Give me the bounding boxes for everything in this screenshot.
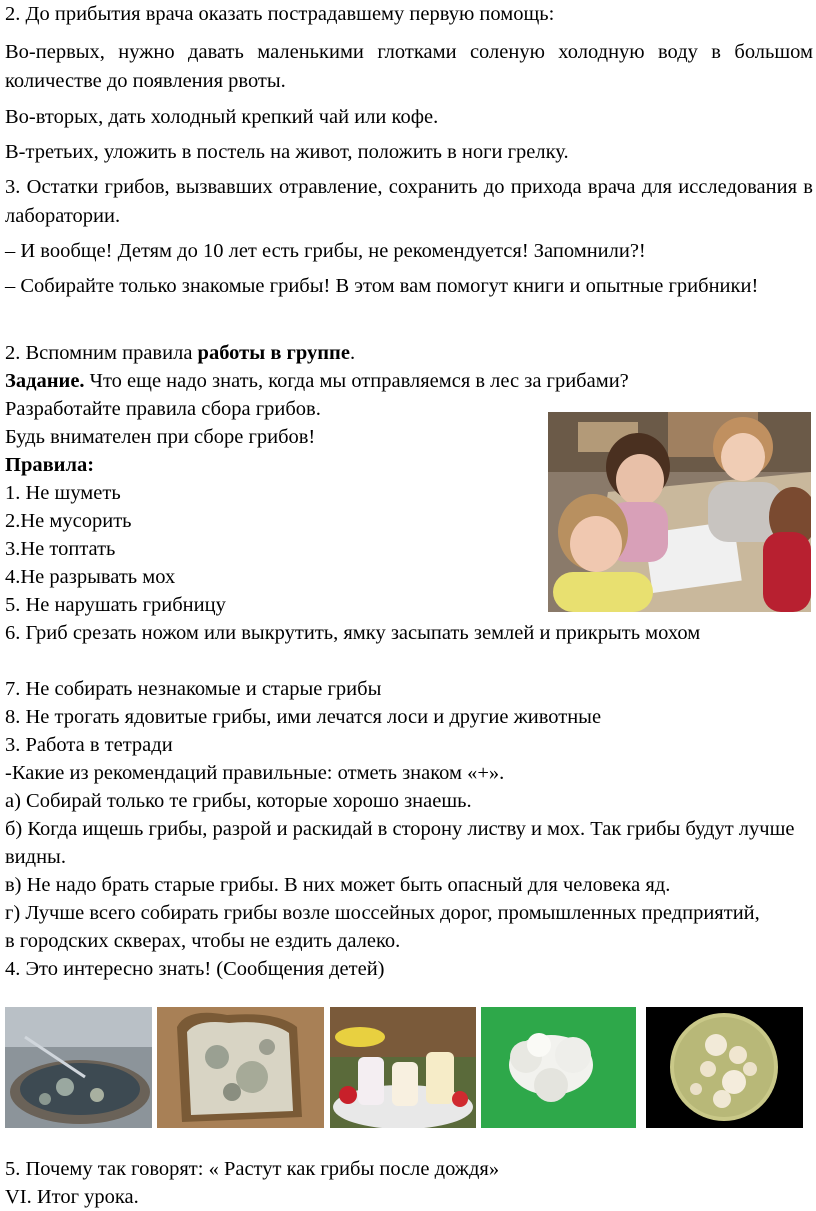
group-heading-bold: работы в группе bbox=[197, 342, 350, 364]
first-aid-step-1: Во-первых, нужно давать маленькими глотками соленую холодную воду в большом количестве до появления рвоты. bbox=[5, 41, 813, 92]
children-group-photo bbox=[548, 412, 811, 612]
advice-known-mushrooms: – Собирайте только знакомые грибы! В этом вам помогут книги и опытные грибники! bbox=[5, 275, 759, 297]
task-line bbox=[5, 367, 629, 395]
moldy-bread-photo bbox=[157, 1007, 324, 1128]
rule-item: 7. Не собирать незнакомые и старые грибы bbox=[5, 678, 382, 700]
rule-item: 1. Не шуметь bbox=[5, 482, 121, 504]
first-aid-step-2: Во-вторых, дать холодный крепкий чай или кофе. bbox=[5, 106, 439, 128]
group-heading-prefix: 2. Вспомним правила bbox=[5, 342, 198, 364]
option-b: б) Когда ищешь грибы, разрой и раскидай в сторону листву и мох. Так грибы будут лучше видны. bbox=[5, 818, 795, 868]
remains-item: 3. Остатки грибов, вызвавших отравление, сохранить до прихода врача для исследования в лаборатории. bbox=[5, 176, 813, 227]
be-careful: Будь внимателен при сборе грибов! bbox=[5, 426, 316, 448]
task-label: Задание. bbox=[5, 370, 85, 392]
interesting-heading: 4. Это интересно знать! (Сообщения детей) bbox=[5, 958, 385, 980]
yeast-culture-photo bbox=[646, 1007, 803, 1128]
option-d: г) Лучше всего собирать грибы возле шоссейных дорог, промышленных предприятий, в городских скверах, чтобы не ездить далеко. bbox=[5, 902, 760, 952]
group-heading bbox=[5, 339, 355, 367]
rules-label bbox=[5, 451, 94, 479]
rule-item: 6. Гриб срезать ножом или выкрутить, ямку засыпать землей и прикрыть мохом bbox=[5, 622, 701, 644]
warning-children: – И вообще! Детям до 10 лет есть грибы, не рекомендуется! Запомнили?! bbox=[5, 240, 646, 262]
develop-rules: Разработайте правила сбора грибов. bbox=[5, 398, 321, 420]
rule-item: 8. Не трогать ядовитые грибы, ими лечатся лоси и другие животные bbox=[5, 706, 602, 728]
notebook-question: -Какие из рекомендаций правильные: отметь знаком «+». bbox=[5, 762, 505, 784]
lesson-summary: VI. Итог урока. bbox=[5, 1186, 139, 1208]
rule-item: 2.Не мусорить bbox=[5, 510, 132, 532]
option-c: в) Не надо брать старые грибы. В них может быть опасный для человека яд. bbox=[5, 874, 671, 896]
first-aid-step-3: В-третьих, уложить в постель на живот, положить в ноги грелку. bbox=[5, 141, 569, 163]
rule-item: 3.Не топтать bbox=[5, 538, 116, 560]
task-text: Что еще надо знать, когда мы отправляемся в лес за грибами? bbox=[84, 370, 629, 392]
rule-item: 5. Не нарушать грибницу bbox=[5, 594, 226, 616]
kefir-grains-photo bbox=[481, 1007, 636, 1128]
option-a: а) Собирай только те грибы, которые хорошо знаешь. bbox=[5, 790, 472, 812]
first-aid-heading: 2. До прибытия врача оказать пострадавшему первую помощь: bbox=[5, 3, 555, 25]
notebook-heading: 3. Работа в тетради bbox=[5, 734, 173, 756]
question-5: 5. Почему так говорят: « Растут как грибы после дождя» bbox=[5, 1158, 500, 1180]
group-heading-suffix: . bbox=[349, 342, 356, 364]
yogurt-photo bbox=[330, 1007, 476, 1128]
rules-label-text: Правила: bbox=[5, 454, 95, 476]
mold-dish-photo bbox=[5, 1007, 152, 1128]
rule-item: 4.Не разрывать мох bbox=[5, 566, 176, 588]
